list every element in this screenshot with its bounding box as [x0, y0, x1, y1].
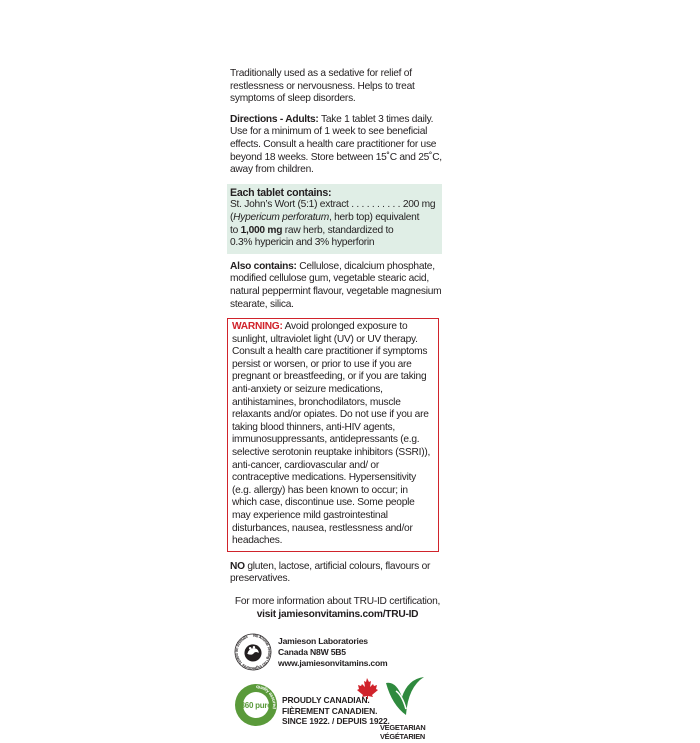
trueid-line-1: For more information about TRU-ID certification,	[234, 595, 441, 607]
trueid-url: visit jamiesonvitamins.com/TRU-ID	[256, 608, 419, 620]
vegetarian-label	[380, 723, 425, 741]
ingredient-line-2-rest: , herb top) equivalent	[328, 211, 420, 223]
ingredient-paren: (	[230, 211, 234, 223]
company-address	[278, 636, 388, 669]
company-website: www.jamiesonvitamins.com	[278, 658, 388, 669]
no-animal-testing-icon	[234, 633, 272, 671]
company-name: Jamieson Laboratories	[278, 636, 368, 647]
quality-360-text: 360 pure	[240, 701, 272, 711]
ingredients-box	[227, 184, 442, 254]
ingredient-line-1: St. John’s Wort (5:1) extract . . . . . . . . . . 200 mg	[230, 199, 436, 211]
also-contains-section	[230, 261, 445, 311]
also-contains-text: Cellulose, dicalcium phosphate, modified cellulose gum, vegetable stearic acid, natural peppermint flavour, vegetable magnesium stearate, silica.	[230, 260, 442, 310]
intro-text: Traditionally used as a sedative for relief of restlessness or nervousness. Helps to treat symptoms of sleep disorders.	[230, 68, 415, 105]
ingredient-line-4: 0.3% hypericin and 3% hyperforin	[230, 237, 375, 249]
quality-360-icon	[234, 683, 278, 727]
ingredient-line-3-rest: raw herb, standardized to	[282, 224, 394, 236]
quality-ring-text: quality assured	[255, 684, 278, 710]
directions-text: Take 1 tablet 3 times daily. Use for a minimum of 1 week to see beneficial effects. Consult a health care practitioner for use beyond 18 weeks. Store between 15˚C and 25˚C, away from children.	[230, 113, 442, 176]
ingredient-line-3	[230, 225, 439, 238]
free-from-text: gluten, lactose, artificial colours, flavours or preservatives.	[230, 560, 431, 585]
directions-label: Directions - Adults:	[230, 113, 319, 125]
warning-label: WARNING:	[232, 321, 283, 333]
raw-herb-amount: 1,000 mg	[240, 224, 283, 236]
no-animal-testing-ring-text: No Animal Testing • No Ingredients Tested on Animals	[234, 633, 272, 672]
since-1922: SINCE 1922. / DEPUIS 1922.	[282, 716, 390, 727]
ingredient-line-3-pre: to	[230, 224, 241, 236]
warning-box	[227, 318, 439, 552]
ingredient-line-2	[230, 212, 439, 225]
vegetarian-en: VEGETARIAN	[380, 723, 426, 733]
ingredients-title: Each tablet contains:	[230, 186, 332, 199]
directions-section	[230, 114, 445, 177]
company-row	[230, 633, 430, 673]
vegetarian-fr: VÉGÉTARIEN	[380, 732, 425, 742]
product-label-panel	[230, 68, 445, 743]
company-country: Canada N8W 5B5	[278, 647, 346, 658]
also-contains-label: Also contains:	[230, 260, 297, 272]
proudly-canadian-en: PROUDLY CANADIAN.	[282, 695, 370, 706]
trueid-info	[230, 596, 445, 621]
logos-area	[230, 633, 445, 743]
warning-text: Avoid prolonged exposure to sunlight, ultraviolet light (UV) or UV therapy. Consult a health care practitioner if symptoms persist or worsen, or prior to use if you are pregnant or breastfeeding, or if you are taking anti-anxiety or seizure medications, antihistamines, bronchodilators, muscle relaxants and/or opiates. Do not use if you are taking blood thinners, anti-HIV agents, immunosuppressants, antidepressants (e.g. selective serotonin reuptake inhibitors (SSRI)), anti-cancer, cardiovascular and/ or contraceptive medications. Hypersensitivity (e.g. allergy) has been known to occur; in which case, discontinue use. Some people may experience mild gastrointestinal disturbances, nausea, restlessness and/or headaches.	[232, 321, 431, 547]
proudly-canadian-fr: FIÈREMENT CANADIEN.	[282, 705, 378, 716]
free-from-section	[230, 561, 445, 586]
maple-leaf-icon	[355, 677, 379, 699]
no-label: NO	[230, 560, 245, 572]
latin-name: Hypericum perforatum	[233, 211, 329, 223]
